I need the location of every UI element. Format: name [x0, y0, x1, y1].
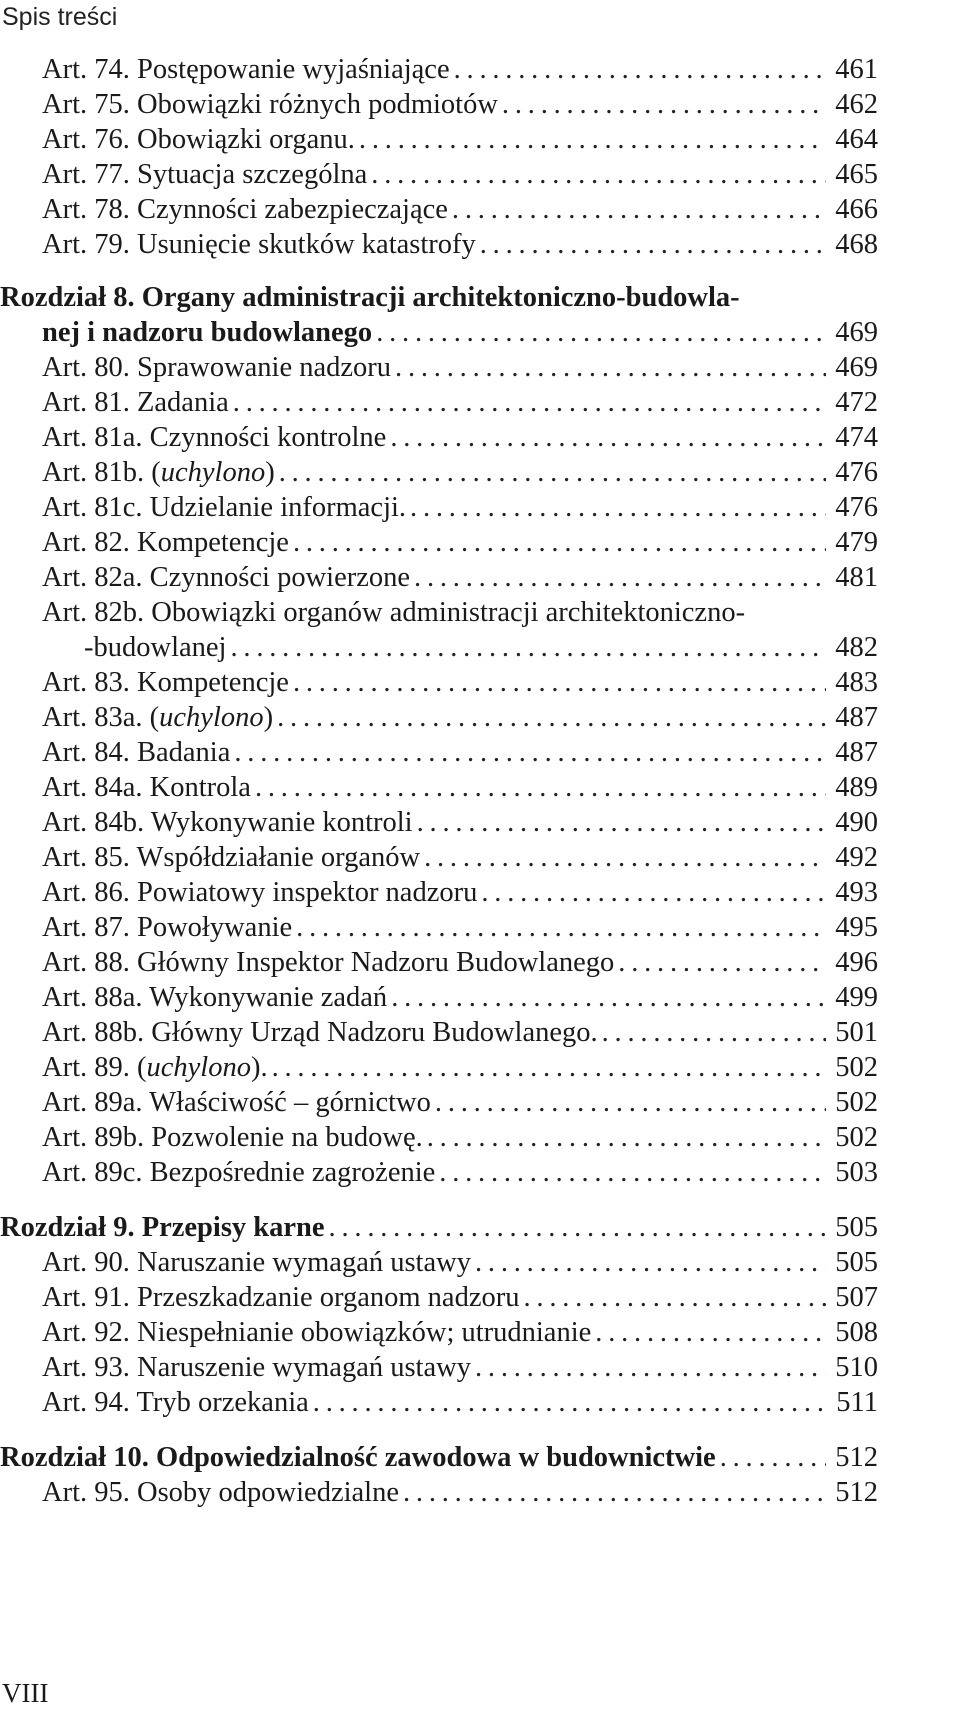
page-ref: 481: [835, 562, 878, 593]
article-row: [42, 87, 878, 123]
dot-leader: [471, 1350, 826, 1386]
entry-title: Art. 80. Sprawowanie nadzoru: [42, 352, 392, 383]
page-ref: 507: [835, 1282, 878, 1313]
article-row: [42, 420, 878, 456]
dot-leader: [598, 1015, 826, 1051]
dot-leader: [435, 1155, 826, 1191]
dot-leader: [391, 350, 826, 386]
article-row: [42, 1475, 878, 1511]
entry-title-suffix: ): [265, 457, 275, 488]
article-row: [42, 1015, 878, 1051]
entry-title: Rozdział 10. Odpowiedzialność zawodowa w budownictwie: [0, 1442, 716, 1473]
entry-title: Art. 92. Niespełnianie obowiązków; utrudnianie: [42, 1317, 592, 1348]
entry-title: Art. 81c. Udzielanie informacji.: [42, 492, 407, 523]
dot-leader: [614, 945, 826, 981]
dot-leader: [448, 192, 826, 228]
dot-leader: [229, 385, 826, 421]
entry-title: Art. 94. Tryb orzekania: [42, 1387, 309, 1418]
page-ref: 489: [835, 772, 878, 803]
entry-title: Rozdział 8. Organy administracji architektoniczno-budowla-: [0, 282, 740, 313]
page-ref: 493: [835, 877, 878, 908]
entry-title: Art. 82a. Czynności powierzone: [42, 562, 411, 593]
dot-leader: [386, 420, 826, 456]
article-row: [42, 157, 878, 193]
entry-title: Art. 88b. Główny Urząd Nadzoru Budowlanego.: [42, 1017, 598, 1048]
article-row: [42, 595, 878, 631]
article-row: [42, 770, 878, 806]
entry-title: Art. 74. Postępowanie wyjaśniające: [42, 54, 450, 85]
dot-leader: [476, 227, 826, 263]
dot-leader: [431, 1085, 826, 1121]
page-ref: 512: [835, 1442, 878, 1473]
article-row: [42, 1155, 878, 1191]
chapter-row-continuation: [42, 315, 878, 351]
article-row: [42, 1385, 878, 1421]
dot-leader: [519, 1280, 826, 1316]
dot-leader: [406, 490, 826, 526]
article-row: [42, 1085, 878, 1121]
page-ref: 487: [835, 737, 878, 768]
article-row: [42, 1120, 878, 1156]
article-row: [42, 52, 878, 88]
article-row-continuation: [42, 630, 878, 666]
dot-leader: [289, 525, 826, 561]
entry-title: Art. 75. Obowiązki różnych podmiotów: [42, 89, 498, 120]
chapter-row: [0, 1210, 878, 1246]
entry-title: Art. 85. Współdziałanie organów: [42, 842, 421, 873]
page-ref: 468: [835, 229, 878, 260]
entry-title: Art. 84a. Kontrola: [42, 772, 251, 803]
dot-leader: [251, 770, 826, 806]
article-row: [42, 455, 878, 491]
page-ref: 503: [835, 1157, 878, 1188]
article-row: [42, 525, 878, 561]
page-ref: 511: [836, 1387, 878, 1418]
page-ref: 508: [835, 1317, 878, 1348]
dot-leader: [477, 875, 826, 911]
entry-title: Art. 79. Usunięcie skutków katastrofy: [42, 229, 476, 260]
dot-leader: [367, 157, 826, 193]
entry-title: Art. 89b. Pozwolenie na budowę.: [42, 1122, 423, 1153]
entry-title-italic: uchylono: [146, 1052, 251, 1083]
article-row: [42, 1050, 878, 1086]
chapter-row: [0, 1440, 878, 1476]
dot-leader: [273, 700, 826, 736]
page-ref: 502: [835, 1052, 878, 1083]
entry-title: Art. 88a. Wykonywanie zadań: [42, 982, 388, 1013]
article-row: [42, 1315, 878, 1351]
article-row: [42, 1280, 878, 1316]
entry-title: nej i nadzoru budowlanego: [42, 317, 373, 348]
dot-leader: [325, 1210, 826, 1246]
article-row: [42, 840, 878, 876]
dot-leader: [275, 455, 826, 491]
article-row: [42, 910, 878, 946]
dot-leader: [410, 560, 826, 596]
entry-title: Art. 91. Przeszkadzanie organom nadzoru: [42, 1282, 520, 1313]
entry-title: Art. 90. Naruszanie wymagań ustawy: [42, 1247, 471, 1278]
page-ref: 472: [835, 387, 878, 418]
entry-title-italic: uchylono: [159, 702, 264, 733]
page-ref: 495: [835, 912, 878, 943]
dot-leader: [387, 980, 826, 1016]
entry-title: Rozdział 9. Przepisy karne: [0, 1212, 325, 1243]
dot-leader: [292, 910, 826, 946]
article-row: [42, 945, 878, 981]
article-row: [42, 490, 878, 526]
entry-title: Art. 89a. Właściwość – górnictwo: [42, 1087, 431, 1118]
article-row: [42, 665, 878, 701]
entry-title: Art. 88. Główny Inspektor Nadzoru Budowlanego: [42, 947, 615, 978]
page-ref: 479: [835, 527, 878, 558]
dot-leader: [372, 315, 826, 351]
article-row: [42, 980, 878, 1016]
page-ref: 510: [835, 1352, 878, 1383]
page-ref: 469: [835, 317, 878, 348]
entry-title: Art. 89c. Bezpośrednie zagrożenie: [42, 1157, 436, 1188]
chapter-row: [0, 280, 878, 316]
entry-title: Art. 81a. Czynności kontrolne: [42, 422, 387, 453]
dot-leader: [399, 1475, 826, 1511]
article-row: [42, 560, 878, 596]
page-ref: 464: [835, 124, 878, 155]
entry-title-prefix: Art. 81b. (: [42, 457, 161, 488]
entry-title: Art. 77. Sytuacja szczególna: [42, 159, 368, 190]
entry-title: Art. 86. Powiatowy inspektor nadzoru: [42, 877, 478, 908]
entry-title: Art. 93. Naruszenie wymagań ustawy: [42, 1352, 471, 1383]
dot-leader: [268, 1050, 826, 1086]
page-ref: 492: [835, 842, 878, 873]
dot-leader: [498, 87, 826, 123]
entry-title: Art. 83. Kompetencje: [42, 667, 289, 698]
page-header: Spis treści: [2, 3, 118, 31]
page-ref: 501: [835, 1017, 878, 1048]
page-ref: 469: [835, 352, 878, 383]
page-ref: 487: [835, 702, 878, 733]
entry-title-suffix: ): [263, 702, 274, 733]
entry-title: [42, 700, 273, 736]
dot-leader: [591, 1315, 826, 1351]
page-ref: 465: [835, 159, 878, 190]
page-ref: 502: [835, 1087, 878, 1118]
entry-title: Art. 95. Osoby odpowiedzialne: [42, 1477, 399, 1508]
page-ref: 502: [835, 1122, 878, 1153]
entry-title-prefix: Art. 83a. (: [42, 702, 160, 733]
entry-title-prefix: Art. 89. (: [42, 1052, 147, 1083]
entry-title-italic: uchylono: [160, 457, 266, 488]
dot-leader: [355, 122, 826, 158]
article-row: [42, 700, 878, 736]
article-row: [42, 875, 878, 911]
page-ref: 462: [835, 89, 878, 120]
entry-title-suffix: ).: [250, 1052, 268, 1083]
article-row: [42, 350, 878, 386]
page-ref: 505: [835, 1247, 878, 1278]
article-row: [42, 122, 878, 158]
dot-leader: [423, 1120, 826, 1156]
page-ref: 496: [835, 947, 878, 978]
entry-title: [42, 455, 275, 491]
article-row: [42, 735, 878, 771]
page-ref: 499: [835, 982, 878, 1013]
dot-leader: [289, 665, 826, 701]
article-row: [42, 227, 878, 263]
entry-title: Art. 82. Kompetencje: [42, 527, 289, 558]
entry-title: Art. 81. Zadania: [42, 387, 229, 418]
article-row: [42, 1350, 878, 1386]
page-ref: 483: [835, 667, 878, 698]
page-number: VIII: [2, 1678, 49, 1708]
page-ref: 476: [835, 457, 878, 488]
entry-title: Art. 87. Powoływanie: [42, 912, 293, 943]
dot-leader: [226, 630, 826, 666]
entry-title: Art. 84. Badania: [42, 737, 231, 768]
entry-title: [42, 1050, 268, 1086]
page-ref: 512: [835, 1477, 878, 1508]
page-ref: 466: [835, 194, 878, 225]
article-row: [42, 192, 878, 228]
page-ref: 505: [835, 1212, 878, 1243]
page-ref: 474: [835, 422, 878, 453]
dot-leader: [309, 1385, 826, 1421]
dot-leader: [420, 840, 826, 876]
article-row: [42, 1245, 878, 1281]
dot-leader: [716, 1440, 826, 1476]
dot-leader: [450, 52, 826, 88]
article-row: [42, 385, 878, 421]
page-ref: 476: [835, 492, 878, 523]
dot-leader: [471, 1245, 826, 1281]
entry-title: Art. 78. Czynności zabezpieczające: [42, 194, 448, 225]
entry-title: Art. 76. Obowiązki organu.: [42, 124, 355, 155]
dot-leader: [230, 735, 826, 771]
entry-title: -budowlanej: [84, 632, 227, 663]
dot-leader: [413, 805, 826, 841]
entry-title: Art. 84b. Wykonywanie kontroli: [42, 807, 413, 838]
page-ref: 461: [835, 54, 878, 85]
entry-title: Art. 82b. Obowiązki organów administracji architektoniczno-: [42, 597, 746, 628]
page-ref: 482: [835, 632, 878, 663]
article-row: [42, 805, 878, 841]
page-ref: 490: [835, 807, 878, 838]
